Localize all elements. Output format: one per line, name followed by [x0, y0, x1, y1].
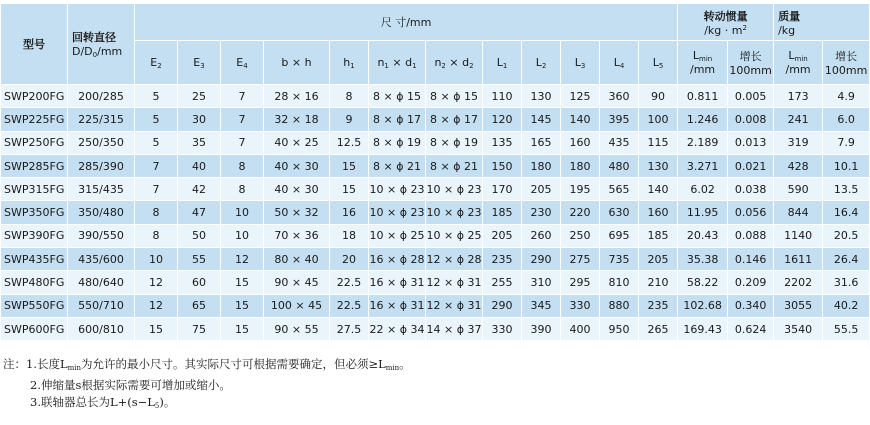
- table-row: [1, 178, 870, 201]
- table-cell: 250: [561, 224, 600, 247]
- table-cell: 90 × 45: [264, 271, 330, 294]
- table-cell: 10.1: [823, 154, 870, 177]
- table-cell: 30: [178, 108, 221, 131]
- table-cell: 7.9: [823, 131, 870, 154]
- table-cell: 330: [483, 317, 522, 340]
- table-cell: 0.088: [728, 224, 774, 247]
- table-cell: 40 × 25: [264, 131, 330, 154]
- header-inertia-label: 转动惯量: [703, 9, 748, 23]
- col-h1: $h_1$: [330, 41, 369, 85]
- table-cell: 160: [561, 131, 600, 154]
- table-cell: 265: [639, 317, 678, 340]
- table-cell: 102.68: [678, 294, 728, 317]
- table-cell: 42: [178, 178, 221, 201]
- table-row: [1, 201, 870, 224]
- table-cell: 7: [135, 154, 178, 177]
- table-cell: 15: [135, 317, 178, 340]
- table-cell: 173: [774, 85, 823, 108]
- table-cell: 295: [561, 271, 600, 294]
- table-cell: 7: [221, 85, 264, 108]
- model-cell: SWP350FG: [1, 201, 68, 224]
- table-cell: 390/550: [68, 224, 135, 247]
- table-cell: 11.95: [678, 201, 728, 224]
- header-inertia-unit: $/kg \cdot m^2$: [704, 23, 747, 37]
- table-cell: 565: [600, 178, 639, 201]
- table-cell: 22.5: [330, 271, 369, 294]
- table-cell: 31.6: [823, 271, 870, 294]
- table-cell: 12.5: [330, 131, 369, 154]
- table-cell: 315/435: [68, 178, 135, 201]
- note-1: 注：1.长度$L_{min}$为允许的最小尺寸。其实际尺寸可根据需要确定，但必须$\ge L_{min}$。: [3, 357, 411, 372]
- table-cell: 8: [135, 201, 178, 224]
- table-cell: 428: [774, 154, 823, 177]
- model-cell: SWP315FG: [1, 178, 68, 201]
- table-cell: 58.22: [678, 271, 728, 294]
- table-cell: 10: [135, 248, 178, 271]
- table-cell: 70 × 36: [264, 224, 330, 247]
- col-l2: $L_2$: [522, 41, 561, 85]
- table-cell: 4.9: [823, 85, 870, 108]
- table-cell: 15: [221, 317, 264, 340]
- table-cell: 16 × ϕ 31: [369, 294, 426, 317]
- header-swing-diameter-label: 回转直径: [72, 31, 116, 44]
- table-cell: 225/315: [68, 108, 135, 131]
- table-cell: 169.43: [678, 317, 728, 340]
- table-cell: 0.008: [728, 108, 774, 131]
- table-cell: 950: [600, 317, 639, 340]
- table-row: [1, 248, 870, 271]
- table-cell: 185: [483, 201, 522, 224]
- table-cell: 230: [522, 201, 561, 224]
- table-cell: 0.209: [728, 271, 774, 294]
- table-cell: 16 × ϕ 31: [369, 271, 426, 294]
- table-cell: 12 × ϕ 28: [426, 248, 483, 271]
- header-inertia: [678, 4, 774, 41]
- table-cell: 390: [522, 317, 561, 340]
- table-cell: 195: [561, 178, 600, 201]
- table-cell: 8 × ϕ 15: [426, 85, 483, 108]
- table-row: [1, 224, 870, 247]
- col-e4: $E_4$: [221, 41, 264, 85]
- table-cell: 7: [135, 178, 178, 201]
- table-cell: 25: [178, 85, 221, 108]
- table-cell: 0.013: [728, 131, 774, 154]
- table-cell: 16: [330, 201, 369, 224]
- spec-table: [0, 3, 870, 341]
- table-cell: 100: [639, 108, 678, 131]
- table-cell: 90: [639, 85, 678, 108]
- table-cell: 8 × ϕ 15: [369, 85, 426, 108]
- table-cell: 130: [639, 154, 678, 177]
- table-cell: 3055: [774, 294, 823, 317]
- table-cell: 3.271: [678, 154, 728, 177]
- table-cell: 255: [483, 271, 522, 294]
- model-cell: SWP285FG: [1, 154, 68, 177]
- table-cell: 2202: [774, 271, 823, 294]
- table-cell: 290: [522, 248, 561, 271]
- table-cell: 28 × 16: [264, 85, 330, 108]
- table-cell: 32 × 18: [264, 108, 330, 131]
- col-mass-lmin: $L_{min}$ /mm: [774, 41, 823, 85]
- table-cell: 8 × ϕ 21: [426, 154, 483, 177]
- table-cell: 1140: [774, 224, 823, 247]
- table-cell: 630: [600, 201, 639, 224]
- table-cell: 26.4: [823, 248, 870, 271]
- table-cell: 250/350: [68, 131, 135, 154]
- table-cell: 180: [522, 154, 561, 177]
- table-cell: 8 × ϕ 17: [369, 108, 426, 131]
- col-n2d2: $n_2 \times d_2$: [426, 41, 483, 85]
- note-3: 3.联轴器总长为$L+(s-L_5)$。: [30, 395, 176, 410]
- table-cell: 140: [561, 108, 600, 131]
- table-cell: 8 × ϕ 17: [426, 108, 483, 131]
- table-cell: 9: [330, 108, 369, 131]
- table-cell: 810: [600, 271, 639, 294]
- table-cell: 3540: [774, 317, 823, 340]
- table-cell: 22.5: [330, 294, 369, 317]
- model-cell: SWP200FG: [1, 85, 68, 108]
- model-cell: SWP600FG: [1, 317, 68, 340]
- table-cell: 10 × ϕ 25: [369, 224, 426, 247]
- table-cell: 205: [483, 224, 522, 247]
- table-cell: 12: [135, 271, 178, 294]
- table-cell: 50: [178, 224, 221, 247]
- table-cell: 400: [561, 317, 600, 340]
- col-l4: $L_4$: [600, 41, 639, 85]
- table-cell: 0.005: [728, 85, 774, 108]
- table-cell: 260: [522, 224, 561, 247]
- model-cell: SWP550FG: [1, 294, 68, 317]
- table-cell: 10 × ϕ 23: [369, 201, 426, 224]
- table-cell: 150: [483, 154, 522, 177]
- table-cell: 2.189: [678, 131, 728, 154]
- table-cell: 80 × 40: [264, 248, 330, 271]
- table-cell: 40: [178, 154, 221, 177]
- table-cell: 145: [522, 108, 561, 131]
- table-cell: 0.146: [728, 248, 774, 271]
- model-cell: SWP480FG: [1, 271, 68, 294]
- table-row: [1, 271, 870, 294]
- table-cell: 35.38: [678, 248, 728, 271]
- table-cell: 16.4: [823, 201, 870, 224]
- table-cell: 10 × ϕ 23: [426, 178, 483, 201]
- col-bh: b × h: [264, 41, 330, 85]
- table-cell: 110: [483, 85, 522, 108]
- table-cell: 170: [483, 178, 522, 201]
- table-cell: 5: [135, 108, 178, 131]
- table-cell: 140: [639, 178, 678, 201]
- table-cell: 0.056: [728, 201, 774, 224]
- table-cell: 15: [221, 294, 264, 317]
- table-cell: 55.5: [823, 317, 870, 340]
- table-cell: 8 × ϕ 19: [426, 131, 483, 154]
- table-cell: 235: [483, 248, 522, 271]
- header-mass: [774, 4, 870, 41]
- table-row: [1, 85, 870, 108]
- table-cell: 47: [178, 201, 221, 224]
- header-mass-label: 质量: [778, 9, 801, 23]
- table-body: [1, 85, 870, 341]
- table-cell: 15: [330, 154, 369, 177]
- table-cell: 20.43: [678, 224, 728, 247]
- table-cell: 115: [639, 131, 678, 154]
- header-swing-diameter: [68, 4, 135, 85]
- table-cell: 550/710: [68, 294, 135, 317]
- table-cell: 235: [639, 294, 678, 317]
- table-cell: 20: [330, 248, 369, 271]
- table-cell: 165: [522, 131, 561, 154]
- table-cell: 60: [178, 271, 221, 294]
- table-cell: 15: [330, 178, 369, 201]
- table-cell: 880: [600, 294, 639, 317]
- table-cell: 12: [221, 248, 264, 271]
- table-cell: 480/640: [68, 271, 135, 294]
- header-size: 尺 寸/mm: [135, 4, 678, 41]
- table-cell: 8: [221, 178, 264, 201]
- table-cell: 13.5: [823, 178, 870, 201]
- table-cell: 40 × 30: [264, 178, 330, 201]
- table-cell: 90 × 55: [264, 317, 330, 340]
- col-n1d1: $n_1 \times d_1$: [369, 41, 426, 85]
- table-cell: 285/390: [68, 154, 135, 177]
- table-cell: 130: [522, 85, 561, 108]
- table-cell: 350/480: [68, 201, 135, 224]
- table-cell: 345: [522, 294, 561, 317]
- table-cell: 12 × ϕ 31: [426, 294, 483, 317]
- table-cell: 0.340: [728, 294, 774, 317]
- table-cell: 125: [561, 85, 600, 108]
- table-cell: 7: [221, 131, 264, 154]
- table-cell: 15: [221, 271, 264, 294]
- table-cell: 12: [135, 294, 178, 317]
- table-cell: 205: [522, 178, 561, 201]
- table-cell: 435/600: [68, 248, 135, 271]
- table-cell: 480: [600, 154, 639, 177]
- table-row: [1, 317, 870, 340]
- notes: [3, 356, 411, 415]
- table-cell: 16 × ϕ 28: [369, 248, 426, 271]
- table-cell: 1611: [774, 248, 823, 271]
- table-cell: 185: [639, 224, 678, 247]
- col-inertia-increase: 增长 100mm: [728, 41, 774, 85]
- table-cell: 7: [221, 108, 264, 131]
- table-cell: 1.246: [678, 108, 728, 131]
- col-l3: $L_3$: [561, 41, 600, 85]
- col-l1: $L_1$: [483, 41, 522, 85]
- table-cell: 5: [135, 85, 178, 108]
- table-cell: 20.5: [823, 224, 870, 247]
- table-cell: 18: [330, 224, 369, 247]
- table-cell: 50 × 32: [264, 201, 330, 224]
- table-cell: 75: [178, 317, 221, 340]
- table-cell: 290: [483, 294, 522, 317]
- table-cell: 8: [221, 154, 264, 177]
- table-cell: 180: [561, 154, 600, 177]
- table-cell: 160: [639, 201, 678, 224]
- col-e3: $E_3$: [178, 41, 221, 85]
- table-cell: 0.624: [728, 317, 774, 340]
- table-cell: 275: [561, 248, 600, 271]
- model-cell: SWP250FG: [1, 131, 68, 154]
- table-cell: 10 × ϕ 23: [426, 201, 483, 224]
- table-cell: 27.5: [330, 317, 369, 340]
- table-cell: 120: [483, 108, 522, 131]
- table-cell: 6.02: [678, 178, 728, 201]
- table-cell: 0.021: [728, 154, 774, 177]
- table-cell: 6.0: [823, 108, 870, 131]
- table-cell: 200/285: [68, 85, 135, 108]
- table-cell: 14 × ϕ 37: [426, 317, 483, 340]
- col-mass-increase: 增长 100mm: [823, 41, 870, 85]
- table-cell: 360: [600, 85, 639, 108]
- table-cell: 10: [221, 201, 264, 224]
- table-cell: 395: [600, 108, 639, 131]
- table-cell: 40.2: [823, 294, 870, 317]
- table-cell: 10 × ϕ 23: [369, 178, 426, 201]
- table-cell: 590: [774, 178, 823, 201]
- table-cell: 0.038: [728, 178, 774, 201]
- col-inertia-lmin: $L_{min}$ /mm: [678, 41, 728, 85]
- table-cell: 135: [483, 131, 522, 154]
- table-cell: 241: [774, 108, 823, 131]
- table-cell: 8: [135, 224, 178, 247]
- col-e2: $E_2$: [135, 41, 178, 85]
- table-cell: 10: [221, 224, 264, 247]
- table-cell: 5: [135, 131, 178, 154]
- table-row: [1, 131, 870, 154]
- table-cell: 844: [774, 201, 823, 224]
- table-cell: 435: [600, 131, 639, 154]
- table-row: [1, 294, 870, 317]
- table-cell: 100 × 45: [264, 294, 330, 317]
- table-cell: 35: [178, 131, 221, 154]
- table-row: [1, 108, 870, 131]
- table-cell: 10 × ϕ 25: [426, 224, 483, 247]
- table-cell: 8: [330, 85, 369, 108]
- header-mass-unit: /kg: [778, 23, 796, 37]
- table-cell: 40 × 30: [264, 154, 330, 177]
- table-cell: 210: [639, 271, 678, 294]
- table-cell: 220: [561, 201, 600, 224]
- table-cell: 0.811: [678, 85, 728, 108]
- table-row: [1, 154, 870, 177]
- col-l5: $L_5$: [639, 41, 678, 85]
- table-cell: 319: [774, 131, 823, 154]
- table-cell: 735: [600, 248, 639, 271]
- header-model: 型号: [1, 4, 68, 85]
- model-cell: SWP225FG: [1, 108, 68, 131]
- table-cell: 22 × ϕ 34: [369, 317, 426, 340]
- table-cell: 310: [522, 271, 561, 294]
- table-cell: 330: [561, 294, 600, 317]
- header-swing-diameter-unit: $D/D_0/mm$: [72, 45, 123, 59]
- table-cell: 205: [639, 248, 678, 271]
- table-cell: 8 × ϕ 21: [369, 154, 426, 177]
- table-cell: 55: [178, 248, 221, 271]
- table-cell: 695: [600, 224, 639, 247]
- table-cell: 8 × ϕ 19: [369, 131, 426, 154]
- table-cell: 12 × ϕ 31: [426, 271, 483, 294]
- table-cell: 600/810: [68, 317, 135, 340]
- table-cell: 65: [178, 294, 221, 317]
- model-cell: SWP435FG: [1, 248, 68, 271]
- note-2: 2.伸缩量s根据实际需要可增加或缩小。: [30, 378, 231, 392]
- model-cell: SWP390FG: [1, 224, 68, 247]
